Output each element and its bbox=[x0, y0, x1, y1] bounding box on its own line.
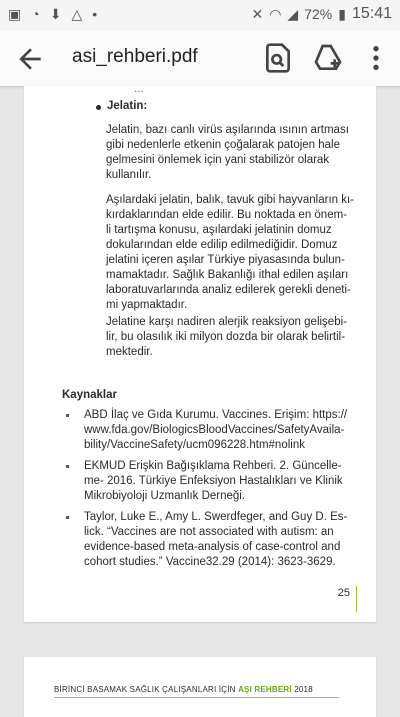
references-heading: Kaynaklar bbox=[62, 389, 117, 401]
text-line: gelmesini önlemek için yani stabilizör olarak bbox=[106, 154, 330, 166]
back-arrow-icon[interactable] bbox=[14, 43, 46, 75]
app-bar bbox=[0, 30, 400, 86]
bullet bbox=[96, 105, 101, 110]
text-line: mi yapmaktadır. bbox=[106, 299, 188, 311]
text-line: bility/VaccineSafety/ucm096228.htm#nolink bbox=[84, 439, 305, 451]
text-line: mektedir. bbox=[106, 346, 153, 358]
signal-icon: ◢ bbox=[287, 5, 299, 22]
text-line: cohort studies.” Vaccine32.29 (2014): 3623-3629. bbox=[84, 556, 336, 568]
text-line: kullanılır. bbox=[106, 169, 152, 181]
text-line: me- 2016. Türkiye Enfeksiyon Hastalıkları ve Klinik bbox=[84, 475, 343, 487]
wifi-icon: ◠ bbox=[269, 5, 282, 22]
text-line: li tartışma konusu, aşılardaki jelatinin domuz bbox=[106, 224, 332, 236]
status-bar bbox=[0, 0, 400, 30]
running-header-text: BİRİNCİ BASAMAK SAĞLIK ÇALIŞANLARI İÇİN bbox=[54, 685, 239, 694]
text-line: ABD İlaç ve Gıda Kurumu. Vaccines. Erişim: https:// bbox=[84, 409, 348, 421]
text-line: gibi nedenlerle etkenin çoğalarak patojen hale bbox=[106, 139, 341, 151]
document-title: asi_rehberi.pdf bbox=[72, 46, 198, 67]
clock: 15:41 bbox=[351, 5, 392, 22]
running-header-accent: AŞI REHBERİ bbox=[238, 685, 292, 694]
mute-icon: ✕ bbox=[251, 5, 264, 22]
text-line: jelatini içeren aşılar Türkiye piyasasında bulun- bbox=[106, 254, 345, 266]
text-line: laboratuvarlarında analiz edilerek gerekli deneti- bbox=[106, 284, 351, 296]
more-options-icon[interactable] bbox=[360, 42, 392, 74]
running-header-rule bbox=[54, 697, 339, 698]
page-number-rule bbox=[356, 586, 357, 612]
text-line: lir, bu olasılık iki milyon dozda bir olarak belirtil- bbox=[106, 331, 346, 343]
drive-notification-icon: △ bbox=[71, 6, 83, 22]
text-line: www.fda.gov/BiologicsBloodVaccines/SafetyAvaila- bbox=[84, 424, 345, 436]
overflow-notification-icon: • bbox=[92, 6, 98, 22]
text-line: evidence-based meta-analysis of case-control and bbox=[84, 541, 341, 553]
text-line: Taylor, Luke E., Amy L. Swerdfeger, and Guy D. Es- bbox=[84, 511, 348, 523]
text-line: Mikrobiyoloji Uzmanlık Derneği. bbox=[84, 490, 246, 502]
paragraph bbox=[106, 193, 354, 313]
status-right bbox=[251, 5, 392, 23]
list-marker bbox=[66, 414, 69, 417]
pdf-page-next bbox=[24, 657, 376, 717]
search-in-document-icon[interactable] bbox=[262, 42, 294, 74]
running-header bbox=[54, 685, 313, 694]
chrome-notification-icon: ◔ bbox=[31, 6, 40, 22]
text-line: mamaktadır. Sağlık Bakanlığı ithal edilen aşıları bbox=[106, 269, 349, 281]
list-marker bbox=[66, 465, 69, 468]
pdf-page bbox=[24, 83, 376, 622]
status-left-icons bbox=[8, 6, 97, 23]
text-line: EKMUD Erişkin Bağışıklama Rehberi. 2. Güncelle- bbox=[84, 460, 342, 472]
battery-icon: ▮ bbox=[338, 5, 346, 22]
text-line: lick. “Vaccines are not associated with autism: an bbox=[84, 526, 334, 538]
list-marker bbox=[66, 516, 69, 519]
running-header-year: 2018 bbox=[291, 685, 313, 694]
add-to-drive-icon[interactable] bbox=[312, 42, 344, 74]
text-line: Jelatin, bazı canlı virüs aşılarında ısının artması bbox=[106, 124, 349, 136]
text-line: Jelatine karşı nadiren alerjik reaksiyon gelişebi- bbox=[106, 316, 347, 328]
download-notification-icon: ⬇ bbox=[49, 6, 62, 22]
text-line: Aşılardaki jelatin, balık, tavuk gibi hayvanların kı- bbox=[106, 194, 355, 206]
paragraph bbox=[106, 315, 347, 360]
page-number: 25 bbox=[337, 587, 350, 599]
reference-item bbox=[84, 408, 347, 453]
reference-item bbox=[84, 510, 347, 570]
image-notification-icon: ▣ bbox=[8, 6, 22, 22]
reference-item bbox=[84, 459, 343, 504]
section-heading: Jelatin: bbox=[107, 100, 148, 112]
text-line: kırdaklarından elde edilir. Bu noktada en önem- bbox=[106, 209, 348, 221]
text-line: dokularından elde edilip edilmediğidir. Domuz bbox=[106, 239, 338, 251]
battery-level: 72% bbox=[304, 6, 333, 22]
paragraph bbox=[106, 123, 349, 183]
cut-off-line: ... bbox=[134, 83, 144, 95]
